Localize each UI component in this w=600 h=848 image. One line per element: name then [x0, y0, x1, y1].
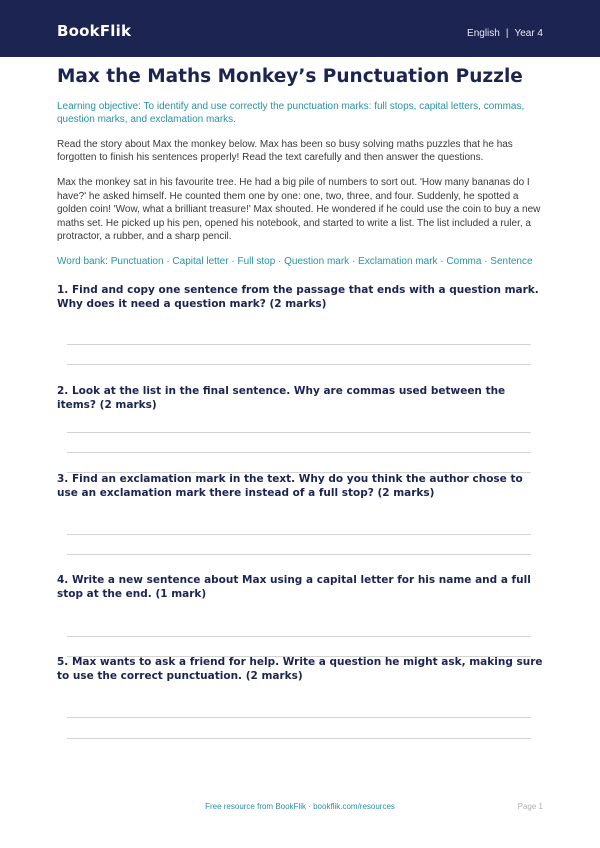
answer-line[interactable] [67, 432, 531, 433]
answer-line[interactable] [67, 452, 531, 453]
footer-resource-link[interactable]: Free resource from BookFlik · bookflik.com/resources [205, 802, 395, 811]
question-4: 4. Write a new sentence about Max using a capital letter for his name and a full stop at the end. (1 mark) [57, 574, 531, 600]
answer-line[interactable] [67, 717, 531, 718]
subject-year [467, 28, 543, 39]
word-bank: Word bank: Punctuation · Capital letter · Full stop · Question mark · Exclamation mark · Comma · Sentence [57, 255, 533, 267]
answer-line[interactable] [67, 344, 531, 345]
answer-line[interactable] [67, 738, 531, 739]
story-paragraph: Max the monkey sat in his favourite tree. He had a big pile of numbers to sort out. 'How many bananas do I have?' he asked himself. He counted them one by one: one, two, three, and four. Suddenly, he spotted a golden coin! 'Wow, what a brilliant treasure!' Max shouted. He wondered if he could use the coin to buy a new maths set. He picked up his pen, opened his notebook, and started to write a list. The list included a ruler, a protractor, a rubber, and a sharp pencil. [57, 177, 541, 243]
subject-label: English [467, 28, 500, 39]
brand-logo-text: BookFlik [57, 22, 132, 40]
intro-paragraph: Read the story about Max the monkey below. Max has been so busy solving maths puzzles that he has forgotten to finish his sentences properly! Read the text carefully and then answer the questions. [57, 138, 513, 164]
page-title: Max the Maths Monkey’s Punctuation Puzzle [57, 66, 523, 87]
year-label: Year 4 [514, 28, 543, 39]
page-header [0, 0, 600, 57]
separator: | [505, 28, 509, 39]
answer-line[interactable] [67, 636, 531, 637]
question-1: 1. Find and copy one sentence from the passage that ends with a question mark. Why does it need a question mark? (2 marks) [57, 284, 539, 310]
answer-line[interactable] [67, 554, 531, 555]
worksheet-content [57, 66, 543, 268]
question-3: 3. Find an exclamation mark in the text. Why do you think the author chose to use an exclamation mark there instead of a full stop? (2 marks) [57, 473, 523, 499]
question-2: 2. Look at the list in the final sentence. Why are commas used between the items? (2 marks) [57, 385, 506, 411]
learning-objective: Learning objective: To identify and use correctly the punctuation marks: full stops, capital letters, commas, question marks, and exclamation marks. [57, 101, 525, 126]
answer-line[interactable] [67, 534, 531, 535]
page-number: Page 1 [517, 802, 543, 811]
question-5: 5. Max wants to ask a friend for help. Write a question he might ask, making sure to use the correct punctuation. (2 marks) [57, 656, 543, 682]
answer-line[interactable] [67, 364, 531, 365]
